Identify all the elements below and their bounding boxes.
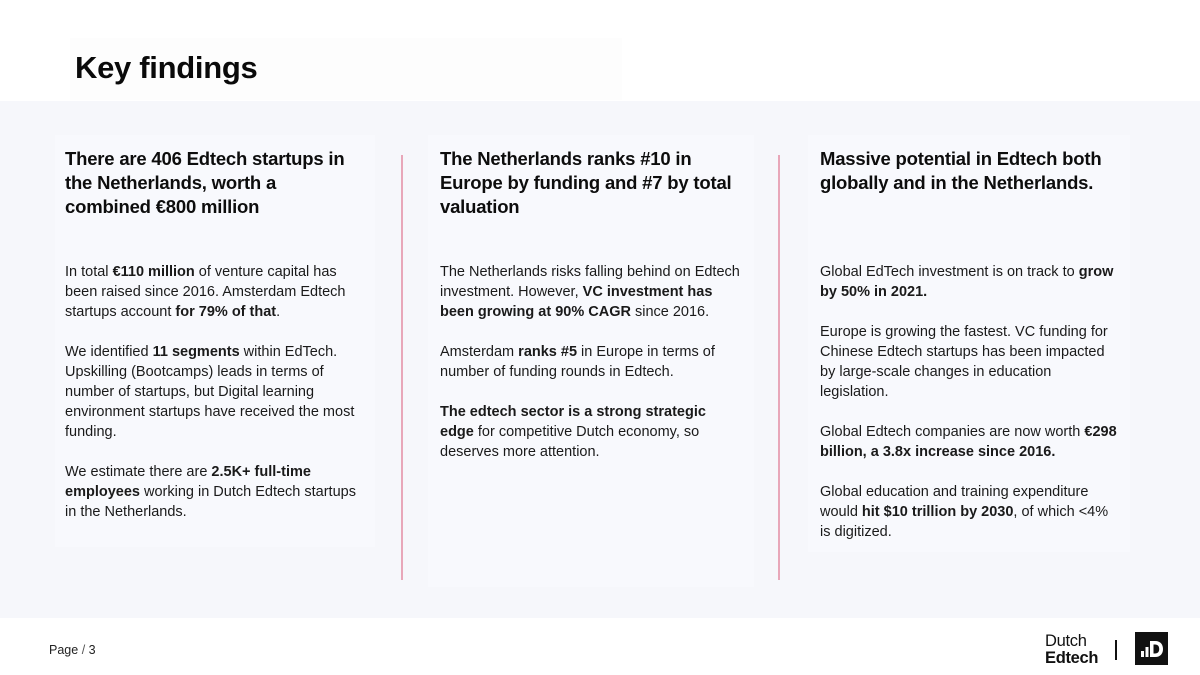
paragraph-text: Global EdTech investment is on track to bbox=[820, 264, 1079, 280]
finding-heading: The Netherlands ranks #10 in Europe by funding and #7 by total valuation bbox=[440, 148, 732, 217]
emphasis-text: €298 billion, a 3.8x increase since 2016. bbox=[820, 424, 1117, 460]
dutch-edtech-logo-text bbox=[1045, 633, 1098, 667]
finding-heading: Massive potential in Edtech both globally and in the Netherlands. bbox=[820, 148, 1102, 193]
paragraph-text: , of which <4% is digitized. bbox=[820, 504, 1109, 540]
paragraph-text: within EdTech. Upskilling (Bootcamps) leads in terms of number of startups, but Digital learning environment startups have received the most funding. bbox=[65, 344, 355, 440]
emphasis-text: €110 million bbox=[112, 264, 195, 280]
paragraph-text: Europe is growing the fastest. VC funding for Chinese Edtech startups has been impacted by large-scale changes in education legislation. bbox=[820, 324, 1108, 400]
finding-body bbox=[440, 262, 740, 482]
dutch-edtech-logo-icon bbox=[1135, 632, 1168, 665]
logo-separator bbox=[1115, 640, 1117, 660]
finding-paragraph bbox=[65, 462, 365, 522]
paragraph-text: Global education and training expenditure would bbox=[820, 484, 1089, 520]
paragraph-text: . bbox=[276, 304, 281, 320]
emphasis-text: ranks #5 bbox=[518, 344, 578, 360]
paragraph-text: for competitive Dutch economy, so deserves more attention. bbox=[440, 424, 700, 460]
finding-paragraph bbox=[440, 262, 740, 322]
emphasis-text: VC investment has been growing at 90% CAGR bbox=[440, 284, 713, 320]
logo-line-2: Edtech bbox=[1045, 649, 1099, 667]
emphasis-text: grow by 50% in 2021. bbox=[820, 264, 1114, 300]
paragraph-text: The Netherlands risks falling behind on Edtech investment. However, bbox=[440, 264, 740, 300]
finding-column-3 bbox=[820, 147, 1120, 540]
emphasis-text: for 79% of that bbox=[175, 304, 277, 320]
paragraph-text: in Europe in terms of number of funding rounds in Edtech. bbox=[440, 344, 715, 380]
page-separator: / bbox=[81, 643, 86, 657]
page-title: Key findings bbox=[75, 50, 258, 85]
paragraph-text: Amsterdam bbox=[440, 344, 519, 360]
page-indicator bbox=[49, 643, 96, 657]
paragraph-text: We estimate there are bbox=[65, 464, 212, 480]
paragraph-text: Global Edtech companies are now worth bbox=[820, 424, 1085, 440]
finding-column-2 bbox=[440, 147, 740, 460]
paragraph-text: since 2016. bbox=[630, 304, 710, 320]
finding-body bbox=[820, 262, 1120, 562]
paragraph-text: In total bbox=[65, 264, 113, 280]
page-label: Page bbox=[49, 643, 79, 657]
emphasis-text: hit $10 trillion by 2030 bbox=[861, 504, 1014, 520]
paragraph-text: of venture capital has been raised since 2016. Amsterdam Edtech startups account bbox=[65, 264, 346, 320]
finding-paragraph bbox=[65, 262, 365, 322]
emphasis-text: 2.5K+ full-time employees bbox=[65, 464, 311, 500]
finding-paragraph bbox=[820, 262, 1120, 302]
finding-paragraph bbox=[820, 322, 1120, 402]
finding-column-1 bbox=[65, 147, 365, 520]
column-divider-2 bbox=[778, 155, 780, 580]
finding-paragraph bbox=[65, 342, 365, 442]
finding-paragraph bbox=[440, 342, 740, 382]
finding-paragraph bbox=[440, 402, 740, 462]
logo-line-1: Dutch bbox=[1045, 632, 1087, 650]
paragraph-text: working in Dutch Edtech startups in the Netherlands. bbox=[65, 484, 356, 520]
column-divider-1 bbox=[401, 155, 403, 580]
finding-paragraph bbox=[820, 482, 1120, 542]
finding-heading: There are 406 Edtech startups in the Netherlands, worth a combined €800 million bbox=[65, 148, 345, 217]
emphasis-text: The edtech sector is a strong strategic edge bbox=[440, 404, 706, 440]
finding-body bbox=[65, 262, 365, 542]
emphasis-text: 11 segments bbox=[152, 344, 240, 360]
finding-paragraph bbox=[820, 422, 1120, 462]
paragraph-text: We identified bbox=[65, 344, 153, 360]
page-number: 3 bbox=[88, 643, 96, 657]
